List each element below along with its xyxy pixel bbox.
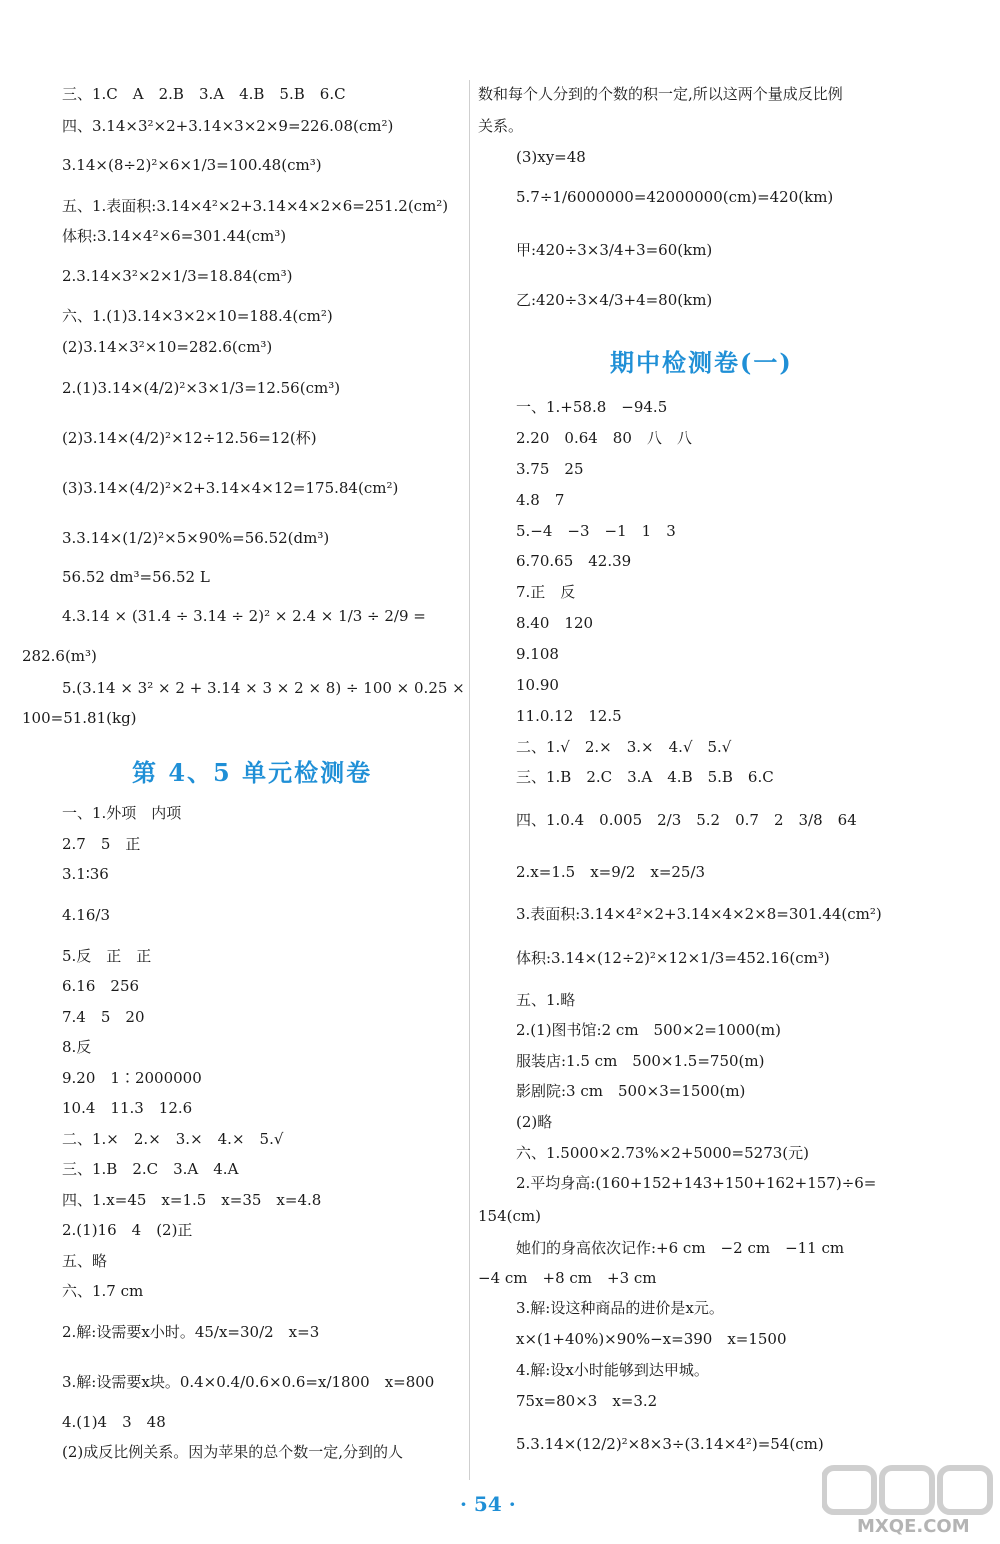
answer-line: 6.70.65 42.39	[516, 552, 632, 570]
answer-line: 7.4 5 20	[62, 1008, 145, 1026]
answer-line: 10.4 11.3 12.6	[62, 1099, 193, 1117]
answer-line: 4.8 7	[516, 491, 565, 509]
answer-line: (2)略	[516, 1113, 553, 1131]
answer-line: 9.20 1∶2000000	[62, 1069, 202, 1087]
answer-line: 2.7 5 正	[62, 835, 141, 853]
answer-line: 3.解:设这种商品的进价是x元。	[516, 1299, 724, 1317]
answer-line: 一、1.+58.8 −94.5	[516, 398, 668, 416]
answer-line: 75x=80×3 x=3.2	[516, 1392, 658, 1410]
answer-line: (2)3.14×3²×10=282.6(cm³)	[62, 338, 273, 356]
answer-line: 服装店:1.5 cm 500×1.5=750(m)	[516, 1052, 765, 1070]
answer-line: 4.(1)4 3 48	[62, 1413, 166, 1431]
answer-line: (2)3.14×(4/2)²×12÷12.56=12(杯)	[62, 429, 317, 447]
answer-line: 2.(1)16 4 (2)正	[62, 1221, 193, 1239]
answer-line: 282.6(m³)	[22, 647, 97, 665]
answer-line: 100=51.81(kg)	[22, 709, 137, 727]
answer-line: 4.3.14 × (31.4 ÷ 3.14 ÷ 2)² × 2.4 × 1/3 ÷ 2/9 =	[62, 607, 426, 625]
answer-line: −4 cm +8 cm +3 cm	[478, 1269, 657, 1287]
answer-line: 体积:3.14×(12÷2)²×12×1/3=452.16(cm³)	[516, 949, 830, 967]
answer-line: 二、1.× 2.× 3.× 4.× 5.√	[62, 1130, 284, 1148]
answer-line: 2.(1)3.14×(4/2)²×3×1/3=12.56(cm³)	[62, 379, 341, 397]
answer-line: 六、1.(1)3.14×3×2×10=188.4(cm²)	[62, 307, 333, 325]
section-title: 期中检测卷(一)	[610, 348, 793, 377]
answer-line: 8.40 120	[516, 614, 594, 632]
answer-line: 四、3.14×3²×2+3.14×3×2×9=226.08(cm²)	[62, 117, 394, 135]
answer-line: 一、1.外项 内项	[62, 804, 182, 822]
answer-line: (2)成反比例关系。因为苹果的总个数一定,分到的人	[62, 1443, 404, 1461]
column-divider	[469, 80, 470, 1480]
answer-line: 3.75 25	[516, 460, 584, 478]
watermark-text: MXQE.COM	[857, 1516, 970, 1537]
answer-line: 五、略	[62, 1252, 108, 1270]
answer-line: 三、1.B 2.C 3.A 4.A	[62, 1160, 239, 1178]
answer-line: 9.108	[516, 645, 559, 663]
section-title: 第 4、5 单元检测卷	[132, 758, 373, 787]
answer-line: 11.0.12 12.5	[516, 707, 622, 725]
answer-line: 5.7÷1/6000000=42000000(cm)=420(km)	[516, 188, 834, 206]
answer-line: 4.解:设x小时能够到达甲城。	[516, 1361, 709, 1379]
answer-line: 5.反 正 正	[62, 947, 152, 965]
answer-line: 五、1.略	[516, 991, 576, 1009]
answer-line: x×(1+40%)×90%−x=390 x=1500	[516, 1330, 787, 1348]
answer-line: 二、1.√ 2.× 3.× 4.√ 5.√	[516, 738, 732, 756]
answer-line: 5.3.14×(12/2)²×8×3÷(3.14×4²)=54(cm)	[516, 1435, 824, 1453]
answer-line: 三、1.B 2.C 3.A 4.B 5.B 6.C	[516, 768, 774, 786]
answer-line: 7.正 反	[516, 583, 576, 601]
answer-line: 8.反	[62, 1038, 92, 1056]
answer-line: 2.20 0.64 80 八 八	[516, 429, 692, 447]
answer-line: 10.90	[516, 676, 559, 694]
answer-line: (3)3.14×(4/2)²×2+3.14×4×12=175.84(cm²)	[62, 479, 399, 497]
answer-line: 2.解:设需要x小时。45/x=30/2 x=3	[62, 1323, 320, 1341]
answer-line: 甲:420÷3×3/4+3=60(km)	[516, 241, 713, 259]
answer-line: 五、1.表面积:3.14×4²×2+3.14×4×2×6=251.2(cm²)	[62, 197, 449, 215]
answer-line: 3.14×(8÷2)²×6×1/3=100.48(cm³)	[62, 156, 322, 174]
answer-line: 2.x=1.5 x=9/2 x=25/3	[516, 863, 706, 881]
answer-line: 三、1.C A 2.B 3.A 4.B 5.B 6.C	[62, 85, 346, 103]
answer-line: 6.16 256	[62, 977, 140, 995]
answer-line: 3.3.14×(1/2)²×5×90%=56.52(dm³)	[62, 529, 330, 547]
answer-line: 2.(1)图书馆:2 cm 500×2=1000(m)	[516, 1021, 781, 1039]
answer-line: 3.1∶36	[62, 865, 109, 883]
answer-line: 六、1.7 cm	[62, 1282, 144, 1300]
answer-line: 乙:420÷3×4/3+4=80(km)	[516, 291, 713, 309]
answer-line: (3)xy=48	[516, 148, 586, 166]
answer-line: 影剧院:3 cm 500×3=1500(m)	[516, 1082, 746, 1100]
answer-line: 她们的身高依次记作:+6 cm −2 cm −11 cm	[516, 1239, 845, 1257]
answer-line: 56.52 dm³=56.52 L	[62, 568, 210, 586]
answer-line: 四、1.x=45 x=1.5 x=35 x=4.8	[62, 1191, 322, 1209]
answer-line: 3.解:设需要x块。0.4×0.4/0.6×0.6=x/1800 x=800	[62, 1373, 435, 1391]
answer-line: 体积:3.14×4²×6=301.44(cm³)	[62, 227, 287, 245]
answer-line: 关系。	[478, 117, 524, 135]
answer-line: 2.平均身高:(160+152+143+150+162+157)÷6=	[516, 1174, 877, 1192]
answer-line: 四、1.0.4 0.005 2/3 5.2 0.7 2 3/8 64	[516, 811, 857, 829]
answer-line: 3.表面积:3.14×4²×2+3.14×4×2×8=301.44(cm²)	[516, 905, 882, 923]
answer-line: 5.(3.14 × 3² × 2 + 3.14 × 3 × 2 × 8) ÷ 100 × 0.25 ×	[62, 679, 465, 697]
answer-line: 数和每个人分到的个数的积一定,所以这两个量成反比例	[478, 85, 843, 103]
answer-line: 2.3.14×3²×2×1/3=18.84(cm³)	[62, 267, 293, 285]
page-number: · 54 ·	[460, 1492, 516, 1516]
answer-line: 5.−4 −3 −1 1 3	[516, 522, 676, 540]
answer-line: 154(cm)	[478, 1207, 541, 1225]
answer-line: 六、1.5000×2.73%×2+5000=5273(元)	[516, 1144, 810, 1162]
answer-line: 4.16/3	[62, 906, 110, 924]
